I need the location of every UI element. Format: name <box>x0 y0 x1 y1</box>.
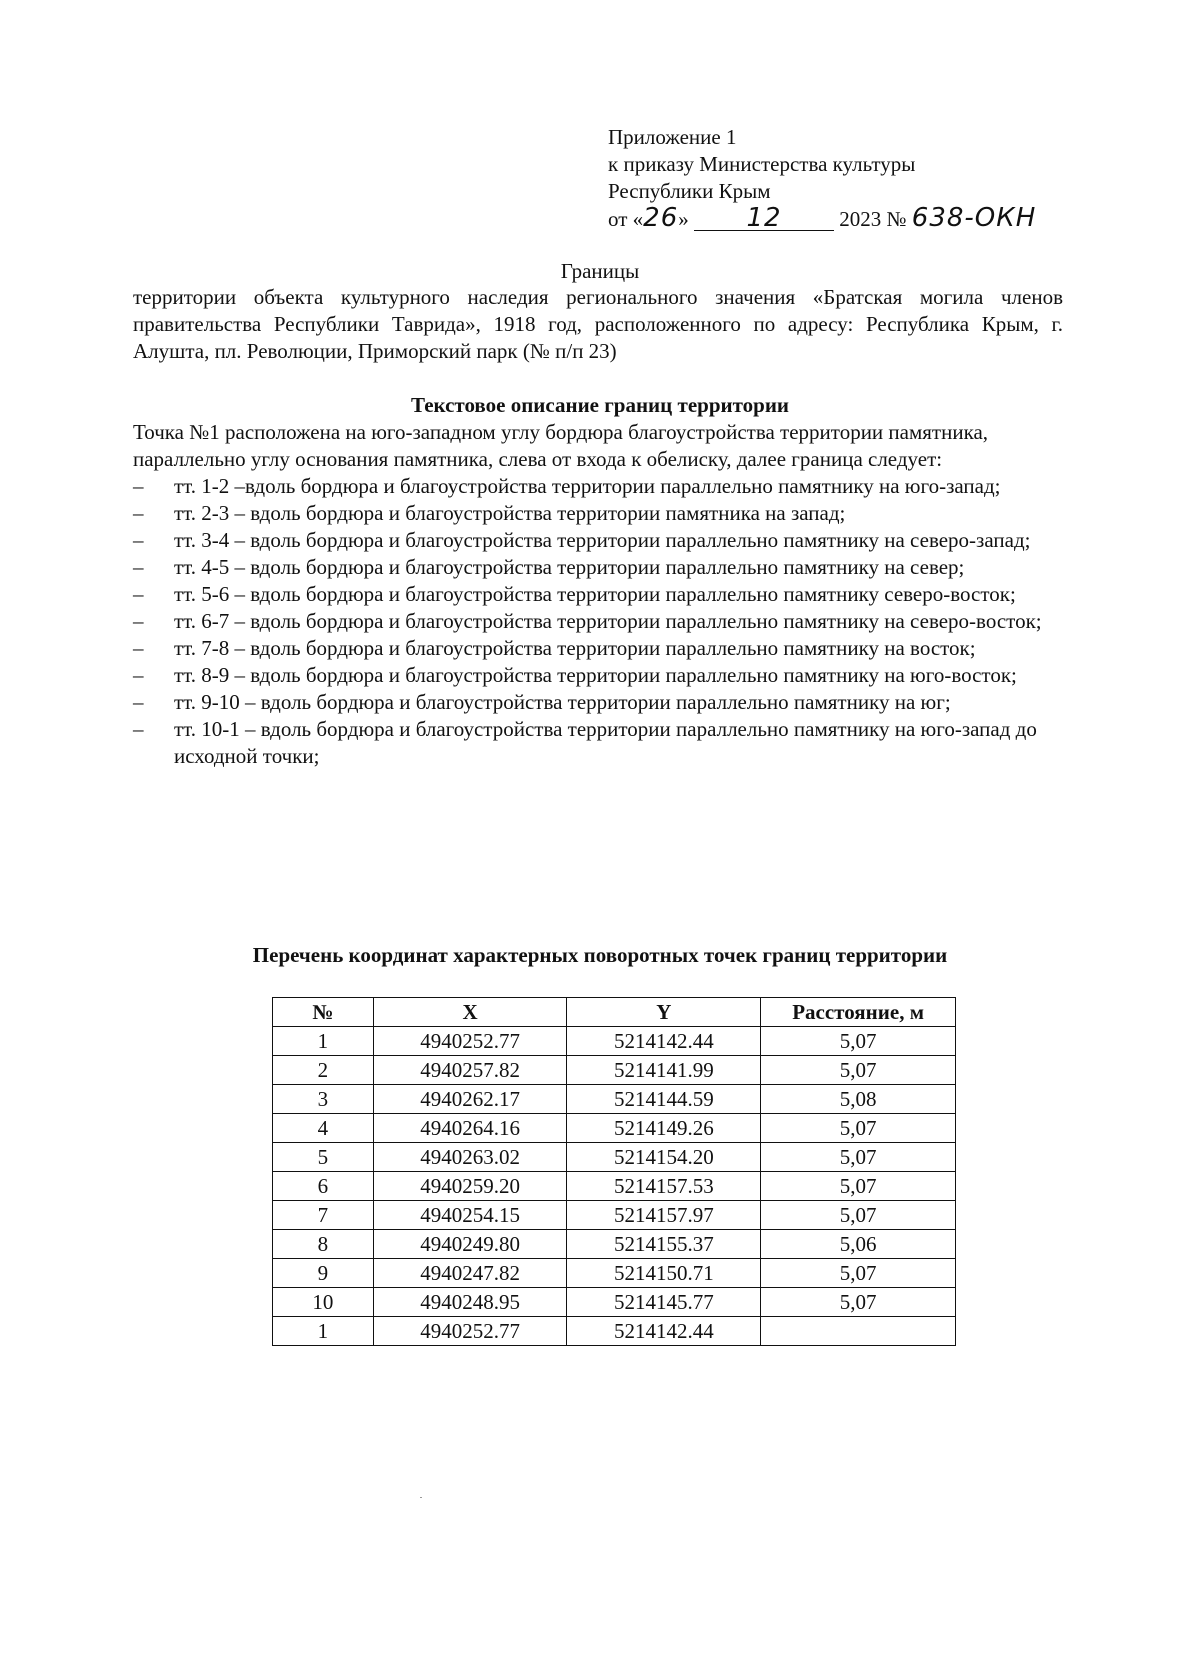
cell-x: 4940257.82 <box>373 1056 567 1085</box>
list-item <box>133 635 1063 662</box>
cell-y: 5214149.26 <box>567 1114 761 1143</box>
date-month-handwritten: 12 <box>694 206 834 231</box>
header-x: X <box>373 998 567 1027</box>
header-number: № <box>273 998 374 1027</box>
list-item <box>133 716 1063 770</box>
cell-number: 5 <box>273 1143 374 1172</box>
list-item-text: тт. 6-7 – вдоль бордюра и благоустройства территории параллельно памятнику на северо-восток; <box>174 609 1042 633</box>
list-item <box>133 527 1063 554</box>
cell-distance: 5,07 <box>761 1143 956 1172</box>
list-dash: – <box>133 501 144 525</box>
list-item-text: тт. 10-1 – вдоль бордюра и благоустройства территории параллельно памятнику на юго-запад до исходной точки; <box>174 717 1037 768</box>
cell-distance: 5,07 <box>761 1201 956 1230</box>
attachment-block <box>608 124 1088 233</box>
cell-number: 6 <box>273 1172 374 1201</box>
list-item-text: тт. 3-4 – вдоль бордюра и благоустройства территории параллельно памятнику на северо-запад; <box>174 528 1031 552</box>
order-number-handwritten: 638-ОКН <box>911 203 1037 233</box>
cell-y: 5214157.97 <box>567 1201 761 1230</box>
cell-x: 4940263.02 <box>373 1143 567 1172</box>
cell-x: 4940254.15 <box>373 1201 567 1230</box>
cell-number: 3 <box>273 1085 374 1114</box>
list-item-text: тт. 9-10 – вдоль бордюра и благоустройства территории параллельно памятнику на юг; <box>174 690 951 714</box>
cell-y: 5214144.59 <box>567 1085 761 1114</box>
table-row <box>273 1085 956 1114</box>
date-day-handwritten: 26 <box>643 203 679 233</box>
list-item <box>133 581 1063 608</box>
cell-y: 5214154.20 <box>567 1143 761 1172</box>
cell-number: 1 <box>273 1027 374 1056</box>
list-item <box>133 662 1063 689</box>
list-item-text: тт. 5-6 – вдоль бордюра и благоустройства территории параллельно памятнику северо-восток; <box>174 582 1016 606</box>
cell-y: 5214141.99 <box>567 1056 761 1085</box>
intro-paragraph: Точка №1 расположена на юго-западном углу бордюра благоустройства территории памятника, параллельно углу основания памятника, слева от входа к обелиску, далее граница следует: <box>133 420 989 471</box>
date-year: 2023 № <box>839 207 907 231</box>
cell-distance: 5,06 <box>761 1230 956 1259</box>
list-dash: – <box>133 528 144 552</box>
list-dash: – <box>133 555 144 579</box>
cell-distance: 5,07 <box>761 1027 956 1056</box>
boundary-list <box>133 473 1063 770</box>
attachment-line-3: Республики Крым <box>608 179 771 203</box>
table-row <box>273 1317 956 1346</box>
document-title: Границы <box>560 259 640 283</box>
list-item-text: тт. 1-2 –вдоль бордюра и благоустройства территории параллельно памятнику на юго-запад; <box>174 474 1001 498</box>
date-day-suffix: » <box>678 207 689 231</box>
cell-y: 5214142.44 <box>567 1317 761 1346</box>
cell-distance: 5,07 <box>761 1259 956 1288</box>
date-prefix: от « <box>608 207 644 231</box>
cell-x: 4940252.77 <box>373 1027 567 1056</box>
cell-number: 9 <box>273 1259 374 1288</box>
header-y: Y <box>567 998 761 1027</box>
cell-x: 4940259.20 <box>373 1172 567 1201</box>
scan-speck <box>420 1497 422 1498</box>
list-item-text: тт. 8-9 – вдоль бордюра и благоустройства территории параллельно памятнику на юго-восток; <box>174 663 1017 687</box>
header-distance: Расстояние, м <box>761 998 956 1027</box>
cell-number: 7 <box>273 1201 374 1230</box>
attachment-line-1: Приложение 1 <box>608 125 737 149</box>
attachment-line-2: к приказу Министерства культуры <box>608 152 916 176</box>
list-dash: – <box>133 690 144 714</box>
cell-distance: 5,07 <box>761 1114 956 1143</box>
list-item <box>133 500 1063 527</box>
list-dash: – <box>133 474 144 498</box>
cell-number: 2 <box>273 1056 374 1085</box>
cell-distance: 5,07 <box>761 1056 956 1085</box>
cell-distance: 5,07 <box>761 1172 956 1201</box>
coordinates-table <box>272 997 956 1346</box>
list-item <box>133 473 1063 500</box>
table-title: Перечень координат характерных поворотных точек границ территории <box>252 943 948 967</box>
table-header-row <box>273 998 956 1027</box>
list-dash: – <box>133 663 144 687</box>
cell-x: 4940264.16 <box>373 1114 567 1143</box>
table-row <box>273 1172 956 1201</box>
attachment-date-line <box>608 205 1088 233</box>
table-row <box>273 1143 956 1172</box>
document-subtitle: территории объекта культурного наследия регионального значения «Братская могила членов правительства Республики Таврида», 1918 год, расположенного по адресу: Республика Крым, г. Алушта, пл. Революции, Приморский парк (№ п/п 23) <box>133 285 1063 363</box>
list-item <box>133 554 1063 581</box>
list-item <box>133 608 1063 635</box>
list-dash: – <box>133 717 144 741</box>
cell-x: 4940247.82 <box>373 1259 567 1288</box>
list-item-text: тт. 2-3 – вдоль бордюра и благоустройства территории памятника на запад; <box>174 501 846 525</box>
cell-number: 8 <box>273 1230 374 1259</box>
cell-number: 4 <box>273 1114 374 1143</box>
table-row <box>273 1027 956 1056</box>
cell-number: 10 <box>273 1288 374 1317</box>
list-dash: – <box>133 636 144 660</box>
table-row <box>273 1288 956 1317</box>
cell-x: 4940249.80 <box>373 1230 567 1259</box>
cell-distance <box>761 1317 956 1346</box>
list-dash: – <box>133 609 144 633</box>
cell-y: 5214150.71 <box>567 1259 761 1288</box>
list-item-text: тт. 4-5 – вдоль бордюра и благоустройства территории параллельно памятнику на север; <box>174 555 965 579</box>
cell-y: 5214155.37 <box>567 1230 761 1259</box>
cell-y: 5214142.44 <box>567 1027 761 1056</box>
cell-y: 5214145.77 <box>567 1288 761 1317</box>
list-item <box>133 689 1063 716</box>
section-title: Текстовое описание границ территории <box>410 393 790 417</box>
list-item-text: тт. 7-8 – вдоль бордюра и благоустройства территории параллельно памятнику на восток; <box>174 636 976 660</box>
table-row <box>273 1259 956 1288</box>
cell-x: 4940248.95 <box>373 1288 567 1317</box>
cell-y: 5214157.53 <box>567 1172 761 1201</box>
table-row <box>273 1056 956 1085</box>
list-dash: – <box>133 582 144 606</box>
table-row <box>273 1201 956 1230</box>
cell-x: 4940262.17 <box>373 1085 567 1114</box>
table-row <box>273 1114 956 1143</box>
cell-distance: 5,07 <box>761 1288 956 1317</box>
cell-number: 1 <box>273 1317 374 1346</box>
cell-x: 4940252.77 <box>373 1317 567 1346</box>
table-row <box>273 1230 956 1259</box>
cell-distance: 5,08 <box>761 1085 956 1114</box>
